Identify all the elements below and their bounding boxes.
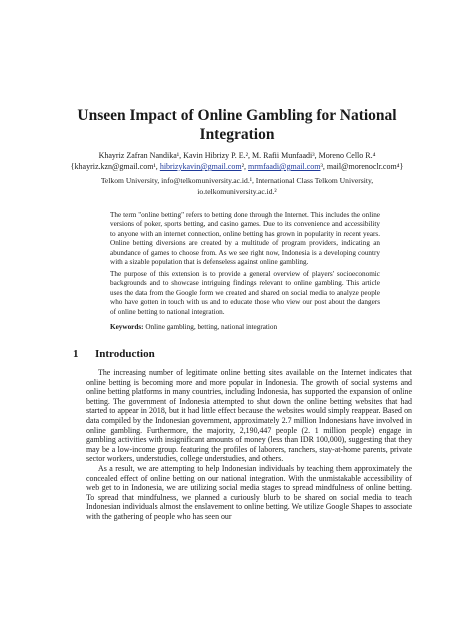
intro-paragraph-1: The increasing number of legitimate online betting sites available on the Internet indicates that online betting is becoming more and more popular in Indonesia. The growth of social systems and online betting platforms in many countries, including Indonesia, has supported the expansion of online betting. The government of Indonesia attempted to shut down the online betting websites that had started to appear in 2018, but it had little effect because the websites would simply reappear. Based on data compiled by the Indonesian government, approximately 2.7 million Indonesians have involved in online gambling. Furthermore, the majority, 2,190,447 people (2. 1 million people) engage in gambling activities with insignificant amounts of money (less than IDR 100,000), suggesting that they may be a low-income group. featuring the profiles of laborers, ranchers, stay-at-home parents, private sector workers, understudies, college understudies, and others. xyxy=(86,368,412,464)
email-link-3[interactable]: mrmfaadi@gmail.com xyxy=(248,162,321,171)
abstract-paragraph-2: The purpose of this extension is to provide a general overview of players' socioeconomic backgrounds and to showcase intriguing findings relevant to online gambling. This article uses the data from the Google form we created and shared on social media to analyze people who have gotten in touch with us and to educate those who view our post about the dangers of online betting to national integration. xyxy=(110,270,380,316)
email-link-2[interactable]: hibrizykavin@gmail.com xyxy=(159,162,242,171)
author-block xyxy=(40,150,434,172)
affiliation-line-1: Telkom University, info@telkomuniversity.ac.id.¹, International Class Telkom University, xyxy=(100,176,374,185)
title-line-1: Unseen Impact of Online Gambling for National xyxy=(77,107,397,124)
title-line-2: Integration xyxy=(199,126,275,143)
section-title: Introduction xyxy=(95,348,155,360)
keywords-text: Online gambling, betting, national integration xyxy=(143,323,278,331)
abstract-paragraph-1: The term "online betting" refers to betting done through the Internet. This includes the online versions of poker, sports betting, and casino games. Due to its convenience and accessibility to anyone with an internet connection, online betting has grown in popularity in recent years. Online betting diversions are created by a multitude of program providers, indicating an abundance of games to choose from. As we see right now, Indonesia is a developing country with a sizable population that is defenseless against online gambling. xyxy=(110,211,380,267)
author-emails xyxy=(40,161,434,172)
keywords-line xyxy=(110,323,380,332)
affiliation-line-2: io.telkomuniversity.ac.id.² xyxy=(197,186,277,196)
intro-paragraph-2: As a result, we are attempting to help Indonesian individuals by teaching them approximately the concealed effect of online betting on our national integration. With the unmistakable accessibility of web get to in Indonesia, we are utilizing social media stages to spread mindfulness of online betting. To spread that mindfulness, we planned a curiously blurb to be shared on social media to teach Indonesian individuals almost the enslavement to online betting. We utilize Google Shapes to associate with the gathering of people who has seen our xyxy=(86,463,412,521)
paper-title xyxy=(60,106,414,144)
email-prefix: {khayriz.kzn@gmail.com¹, xyxy=(70,162,160,171)
email-suffix: ³, mail@morenoclr.com⁴} xyxy=(320,162,404,171)
email-separator-2: ², xyxy=(241,162,249,171)
affiliation-block xyxy=(60,176,414,197)
author-names: Khayriz Zafran Nandika¹, Kavin Hibrizy P. E.², M. Rafii Munfaadi³, Moreno Cello R.⁴ xyxy=(98,151,376,160)
section-number: 1 xyxy=(73,348,79,360)
section-heading-introduction xyxy=(73,348,155,361)
introduction-body xyxy=(86,368,412,522)
keywords-label: Keywords: xyxy=(110,323,144,331)
